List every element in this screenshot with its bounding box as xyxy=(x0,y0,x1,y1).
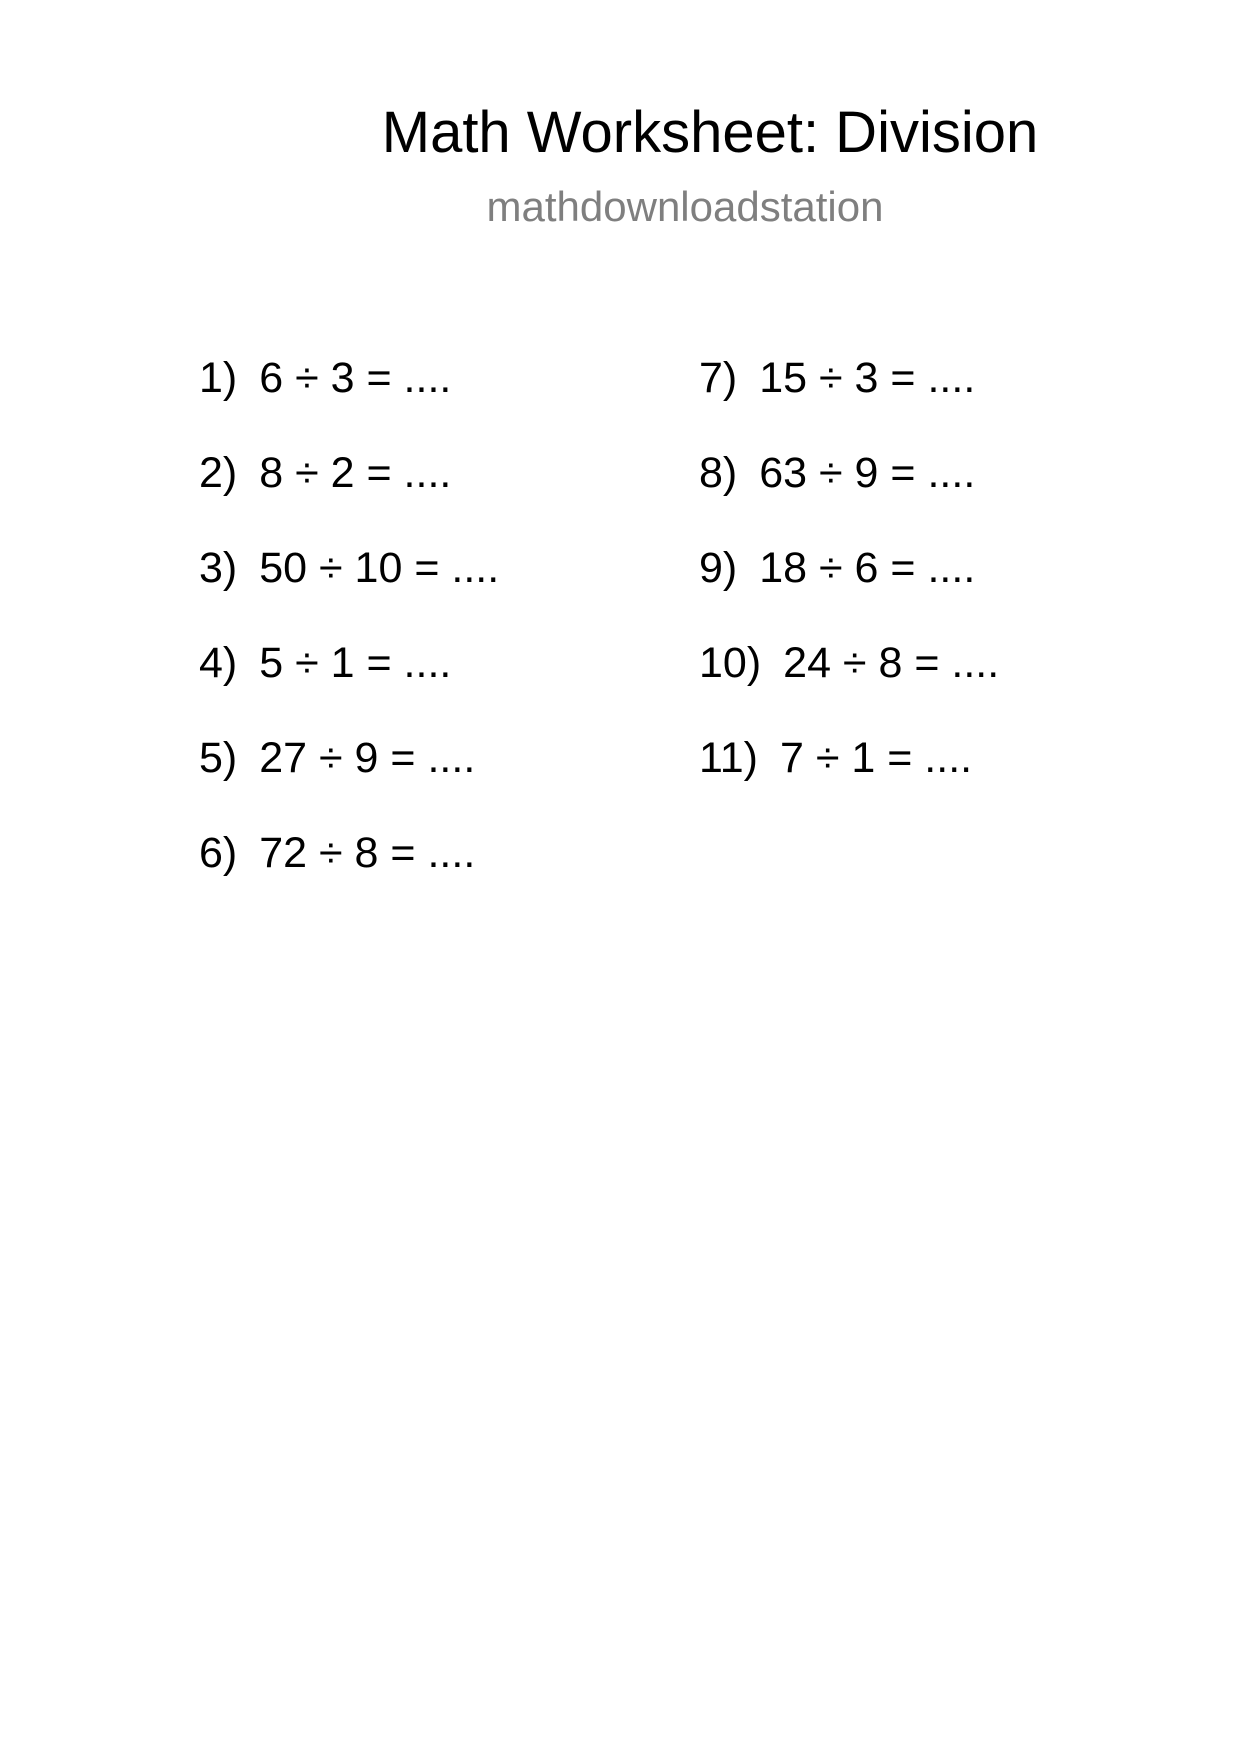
problem-number: 8) xyxy=(699,449,738,497)
problem-expression: 72 ÷ 8 = .... xyxy=(259,829,476,877)
page-subtitle: mathdownloadstation xyxy=(486,183,884,230)
problem-5 xyxy=(199,732,475,784)
problem-number: 1) xyxy=(199,354,238,402)
problem-expression: 24 ÷ 8 = .... xyxy=(783,639,1000,687)
problem-number: 4) xyxy=(199,639,238,687)
problem-6 xyxy=(199,827,475,879)
problem-number: 11) xyxy=(699,734,758,782)
problem-9 xyxy=(699,542,975,594)
problem-expression: 63 ÷ 9 = .... xyxy=(759,449,976,497)
problem-number: 7) xyxy=(699,354,738,402)
problem-11 xyxy=(699,732,972,784)
problem-7 xyxy=(699,352,975,404)
page-title: Math Worksheet: Division xyxy=(381,100,1039,165)
problem-expression: 15 ÷ 3 = .... xyxy=(759,354,976,402)
problem-1 xyxy=(199,352,451,404)
problem-expression: 27 ÷ 9 = .... xyxy=(259,734,476,782)
problem-expression: 6 ÷ 3 = .... xyxy=(259,354,452,402)
problem-number: 2) xyxy=(199,449,238,497)
problem-3 xyxy=(199,542,499,594)
problem-number: 5) xyxy=(199,734,238,782)
problem-expression: 8 ÷ 2 = .... xyxy=(259,449,452,497)
problem-4 xyxy=(199,637,451,689)
problem-10 xyxy=(699,637,999,689)
problem-2 xyxy=(199,447,451,499)
problem-expression: 50 ÷ 10 = .... xyxy=(259,544,500,592)
problem-number: 3) xyxy=(199,544,238,592)
problem-8 xyxy=(699,447,975,499)
problem-number: 9) xyxy=(699,544,738,592)
problem-expression: 5 ÷ 1 = .... xyxy=(259,639,452,687)
problem-expression: 18 ÷ 6 = .... xyxy=(759,544,976,592)
problem-expression: 7 ÷ 1 = .... xyxy=(779,734,973,782)
problem-number: 6) xyxy=(199,829,238,877)
problem-number: 10) xyxy=(699,639,762,687)
